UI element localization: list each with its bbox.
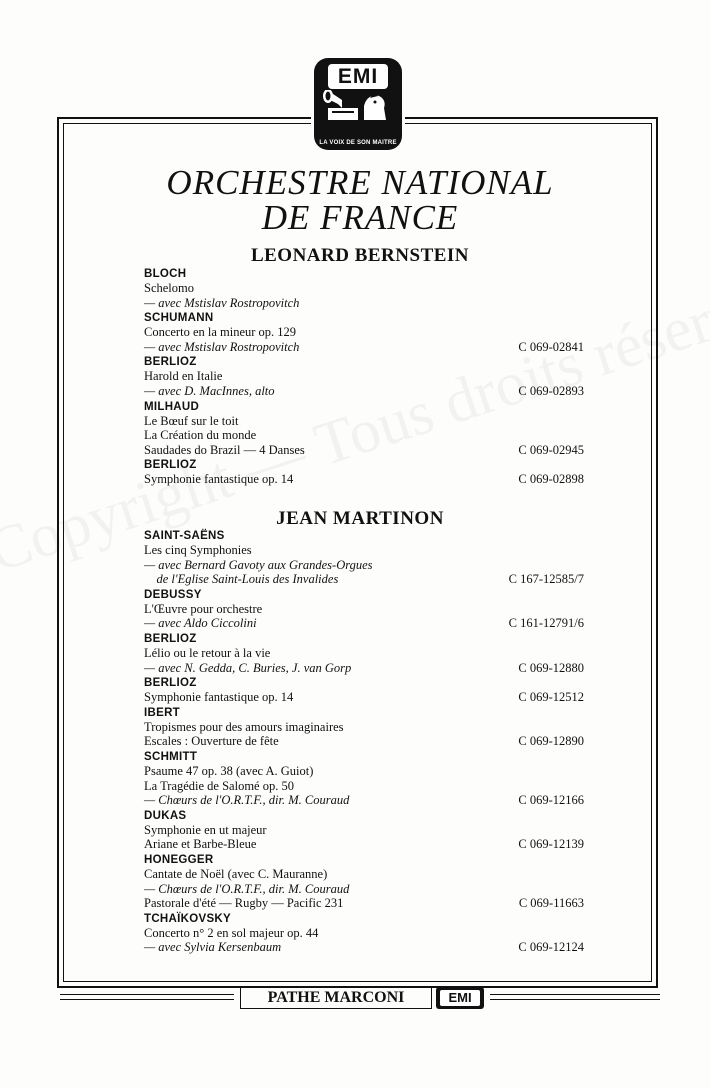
work-title: — avec N. Gedda, C. Buries, J. van Gorp bbox=[144, 660, 352, 675]
recording-entry bbox=[144, 400, 584, 458]
footer-rule-left bbox=[60, 994, 234, 1000]
work-line bbox=[144, 867, 584, 882]
work-line bbox=[144, 602, 584, 617]
footer-emi-logo bbox=[436, 987, 484, 1009]
work-title: Concerto n° 2 en sol majeur op. 44 bbox=[144, 925, 319, 940]
work-title: Symphonie fantastique op. 14 bbox=[144, 472, 294, 487]
composer-name: TCHAÏKOVSKY bbox=[144, 912, 232, 925]
work-line bbox=[144, 472, 584, 487]
pathe-marconi-label: PATHE MARCONI bbox=[240, 987, 432, 1009]
work-line bbox=[144, 572, 584, 587]
work-title: — avec Mstislav Rostropovitch bbox=[144, 339, 300, 354]
work-title: Ariane et Barbe-Bleue bbox=[144, 837, 257, 852]
work-title: Escales : Ouverture de fête bbox=[144, 734, 279, 749]
recording-entry bbox=[144, 529, 584, 587]
work-title: Cantate de Noël (avec C. Mauranne) bbox=[144, 866, 328, 881]
work-line bbox=[144, 661, 584, 676]
catalog-number: C 069-12890 bbox=[518, 734, 584, 749]
bernstein-recordings-list bbox=[144, 266, 584, 487]
recording-entry bbox=[144, 750, 584, 808]
work-line bbox=[144, 428, 584, 443]
work-title: La Création du monde bbox=[144, 428, 257, 443]
work-title: Pastorale d'été — Rugby — Pacific 231 bbox=[144, 896, 344, 911]
recording-entry bbox=[144, 311, 584, 354]
recording-entry bbox=[144, 632, 584, 675]
work-title: Schelomo bbox=[144, 281, 194, 295]
recording-entry bbox=[144, 588, 584, 631]
logo-motto: LA VOIX DE SON MAITRE bbox=[319, 140, 397, 146]
page-title-line2: DE FRANCE bbox=[261, 198, 459, 237]
work-title: — avec Mstislav Rostropovitch bbox=[144, 295, 300, 310]
work-line bbox=[144, 340, 584, 355]
composer-name: HONEGGER bbox=[144, 853, 214, 866]
composer-name: MILHAUD bbox=[144, 400, 200, 413]
work-title: Le Bœuf sur le toit bbox=[144, 413, 239, 428]
work-title: Symphonie fantastique op. 14 bbox=[144, 690, 294, 705]
work-title: — avec Bernard Gavoty aux Grandes-Orgues bbox=[144, 557, 373, 572]
work-line bbox=[144, 616, 584, 631]
work-title: Tropismes pour des amours imaginaires bbox=[144, 719, 344, 734]
composer-name: SAINT-SAËNS bbox=[144, 530, 225, 542]
work-title: — Chœurs de l'O.R.T.F., dir. M. Couraud bbox=[144, 881, 350, 896]
catalog-number: C 069-11663 bbox=[518, 896, 584, 911]
footer-rule-right bbox=[490, 994, 660, 1000]
work-line bbox=[144, 734, 584, 749]
martinon-recordings-list bbox=[144, 528, 584, 955]
composer-name: DUKAS bbox=[144, 809, 187, 822]
work-line bbox=[144, 926, 584, 941]
work-title: Harold en Italie bbox=[144, 369, 223, 384]
work-title: Saudades do Brazil — 4 Danses bbox=[144, 442, 305, 457]
work-line bbox=[144, 690, 584, 705]
catalog-number: C 069-12880 bbox=[518, 660, 584, 675]
catalog-number: C 069-02898 bbox=[518, 472, 584, 487]
recording-entry bbox=[144, 912, 584, 955]
work-title: — avec Sylvia Kersenbaum bbox=[144, 940, 282, 955]
work-line bbox=[144, 764, 584, 779]
recording-entry bbox=[144, 706, 584, 749]
work-title: — Chœurs de l'O.R.T.F., dir. M. Couraud bbox=[144, 793, 350, 808]
work-line bbox=[144, 281, 584, 296]
work-line bbox=[144, 384, 584, 399]
work-title: Symphonie en ut majeur bbox=[144, 822, 267, 837]
work-line bbox=[144, 837, 584, 852]
composer-name: BERLIOZ bbox=[144, 632, 197, 645]
emi-logo bbox=[311, 55, 405, 153]
work-title: de l'Eglise Saint-Louis des Invalides bbox=[144, 572, 339, 587]
work-title: Les cinq Symphonies bbox=[144, 543, 252, 557]
catalog-number: C 069-02893 bbox=[518, 383, 584, 398]
catalog-number: C 069-12166 bbox=[518, 793, 584, 808]
emi-logo-text: EMI bbox=[328, 64, 388, 89]
recording-entry bbox=[144, 355, 584, 398]
work-line bbox=[144, 558, 584, 573]
composer-name: BLOCH bbox=[144, 268, 187, 280]
catalog-number: C 069-12124 bbox=[518, 940, 584, 955]
work-line bbox=[144, 720, 584, 735]
recording-entry bbox=[144, 267, 584, 310]
recording-entry bbox=[144, 809, 584, 852]
catalog-number: C 069-02841 bbox=[518, 339, 584, 354]
work-line bbox=[144, 882, 584, 897]
work-line bbox=[144, 823, 584, 838]
catalog-number: C 161-12791/6 bbox=[508, 616, 584, 631]
work-title: Psaume 47 op. 38 (avec A. Guiot) bbox=[144, 763, 314, 778]
work-line bbox=[144, 793, 584, 808]
page-title-line1: ORCHESTRE NATIONAL bbox=[166, 163, 554, 202]
work-line bbox=[144, 543, 584, 558]
work-line bbox=[144, 940, 584, 955]
work-line bbox=[144, 779, 584, 794]
work-title: L'Œuvre pour orchestre bbox=[144, 601, 263, 616]
work-line bbox=[144, 325, 584, 340]
composer-name: DEBUSSY bbox=[144, 588, 202, 601]
work-title: — avec Aldo Ciccolini bbox=[144, 616, 257, 631]
conductor-heading-bernstein: LEONARD BERNSTEIN bbox=[250, 245, 470, 266]
composer-name: SCHMITT bbox=[144, 750, 198, 763]
gramophone-dog-icon bbox=[320, 90, 396, 124]
catalog-number: C 069-02945 bbox=[518, 442, 584, 457]
composer-name: SCHUMANN bbox=[144, 312, 214, 325]
catalog-number: C 167-12585/7 bbox=[508, 572, 584, 587]
recording-entry bbox=[144, 676, 584, 705]
work-title: Concerto en la mineur op. 129 bbox=[144, 325, 297, 340]
recording-entry bbox=[144, 853, 584, 911]
footer-brand-bar bbox=[60, 986, 660, 1010]
work-line bbox=[144, 296, 584, 311]
work-title: La Tragédie de Salomé op. 50 bbox=[144, 778, 294, 793]
composer-name: BERLIOZ bbox=[144, 356, 197, 369]
work-line bbox=[144, 646, 584, 661]
composer-name: BERLIOZ bbox=[144, 459, 197, 472]
composer-name: IBERT bbox=[144, 706, 180, 719]
catalog-number: C 069-12139 bbox=[518, 837, 584, 852]
conductor-heading-martinon: JEAN MARTINON bbox=[276, 508, 444, 529]
work-line bbox=[144, 896, 584, 911]
work-line bbox=[144, 369, 584, 384]
work-title: — avec D. MacInnes, alto bbox=[144, 383, 275, 398]
footer-emi-text: EMI bbox=[440, 990, 480, 1006]
catalog-number: C 069-12512 bbox=[518, 690, 584, 705]
composer-name: BERLIOZ bbox=[144, 677, 197, 690]
work-line bbox=[144, 414, 584, 429]
recording-entry bbox=[144, 458, 584, 487]
work-title: Lélio ou le retour à la vie bbox=[144, 645, 271, 660]
work-line bbox=[144, 443, 584, 458]
